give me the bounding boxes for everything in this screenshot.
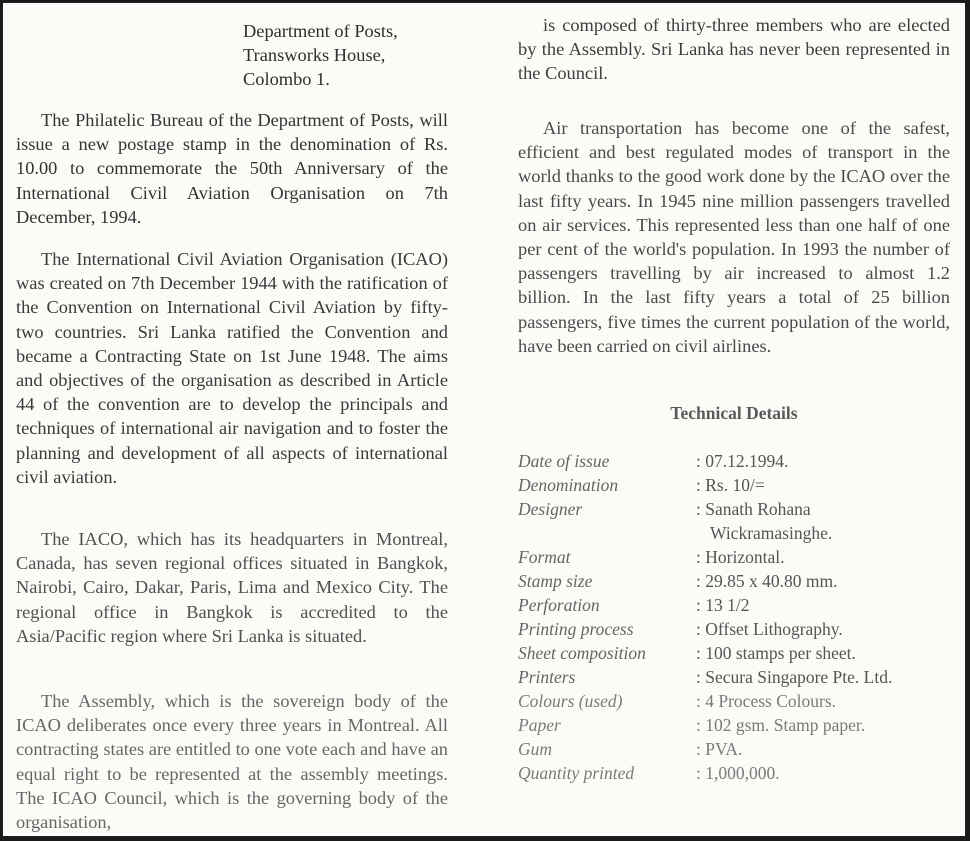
tech-value: : 4 Process Colours.	[696, 691, 836, 711]
tech-row-colours	[518, 689, 968, 713]
tech-label: Paper	[518, 715, 561, 735]
tech-row-paper	[518, 713, 968, 737]
tech-value: : 102 gsm. Stamp paper.	[696, 715, 866, 735]
tech-label: Gum	[518, 739, 553, 759]
tech-value: : Secura Singapore Pte. Ltd.	[696, 667, 893, 687]
tech-label: Printing process	[518, 619, 634, 639]
paragraph-regional-offices: The IACO, which has its headquarters in Montreal, Canada, has seven regional offices situated in Bangkok, Nairobi, Cairo, Dakar, Paris, Lima and Mexico City. The regional office in Bangkok is accredited to the Asia/Pacific region where Sri Lanka is situated.	[16, 529, 448, 646]
tech-value: : 29.85 x 40.80 mm.	[696, 571, 838, 591]
tech-label: Denomination	[518, 475, 619, 495]
tech-value: : 1,000,000.	[696, 763, 780, 783]
tech-row-date-of-issue	[518, 449, 968, 473]
document-page	[2, 2, 966, 837]
tech-label: Format	[518, 547, 571, 567]
tech-row-format	[518, 545, 968, 569]
tech-row-printing-process	[518, 617, 968, 641]
tech-label: Colours (used)	[518, 691, 623, 711]
tech-row-perforation	[518, 593, 968, 617]
technical-details-heading: Technical Details	[670, 403, 798, 423]
address-line: Transworks House,	[243, 45, 386, 66]
tech-value: : PVA.	[696, 739, 743, 759]
tech-value: : 13 1/2	[696, 595, 750, 615]
tech-row-quantity-printed	[518, 761, 968, 785]
tech-value: Wickramasinghe.	[710, 523, 833, 543]
address-line: Department of Posts,	[243, 21, 398, 41]
tech-row-designer	[518, 497, 968, 521]
tech-row-stamp-size	[518, 569, 968, 593]
tech-label: Designer	[518, 499, 583, 519]
tech-value: : Horizontal.	[696, 547, 785, 567]
address-line: Colombo 1.	[243, 69, 330, 90]
tech-label: Stamp size	[518, 571, 593, 591]
tech-label: Printers	[518, 667, 576, 687]
tech-row-sheet-composition	[518, 641, 968, 665]
tech-label: Date of issue	[518, 451, 610, 471]
tech-row-printers	[518, 665, 968, 689]
tech-label: Perforation	[518, 595, 600, 615]
tech-label: Sheet composition	[518, 643, 646, 663]
tech-value: : 100 stamps per sheet.	[696, 643, 856, 663]
paragraph-icao-history: The International Civil Aviation Organisation (ICAO) was created on 7th December 1944 with the ratification of the Convention on International Civil Aviation by fifty-two countries. Sri Lanka ratified the Convention and became a Contracting State on 1st June 1948. The aims and objectives of the organisation as described in Article 44 of the convention are to develop the principals and techniques of international air navigation and to foster the planning and development of all aspects of international civil aviation.	[16, 249, 448, 487]
tech-value: : Sanath Rohana	[696, 499, 811, 519]
sender-address	[243, 19, 398, 92]
tech-value: : Offset Lithography.	[696, 619, 843, 639]
technical-details-table	[518, 449, 968, 785]
tech-row-designer-continued	[518, 521, 968, 545]
tech-label-empty	[518, 521, 696, 545]
tech-label: Quantity printed	[518, 763, 635, 783]
paragraph-announcement: The Philatelic Bureau of the Department of Posts, will issue a new postage stamp in the denomination of Rs. 10.00 to commemorate the 50th Anniversary of the International Civil Aviation Organisation on 7th December, 1994.	[16, 110, 448, 227]
paragraph-air-transport: Air transportation has become one of the safest, efficient and best regulated modes of transport in the world thanks to the good work done by the ICAO over the last fifty years. In 1945 nine million passengers travelled on air services. This represented less than one half of one per cent of the world's population. In 1993 the number of passengers travelling by air increased to almost 1.2 billion. In the last fifty years a total of 25 billion passengers, five times the current population of the world, have been carried on civil airlines.	[518, 118, 950, 356]
tech-value: : 07.12.1994.	[696, 451, 789, 471]
paragraph-assembly: The Assembly, which is the sovereign body of the ICAO deliberates once every three years in Montreal. All contracting states are entitled to one vote each and have an equal right to be represented at the assembly meetings. The ICAO Council, which is the governing body of the organisation,	[16, 691, 448, 833]
tech-row-denomination	[518, 473, 968, 497]
tech-row-gum	[518, 737, 968, 761]
paragraph-council: is composed of thirty-three members who are elected by the Assembly. Sri Lanka has never been represented in the Council.	[518, 15, 950, 84]
tech-value: : Rs. 10/=	[696, 475, 765, 495]
